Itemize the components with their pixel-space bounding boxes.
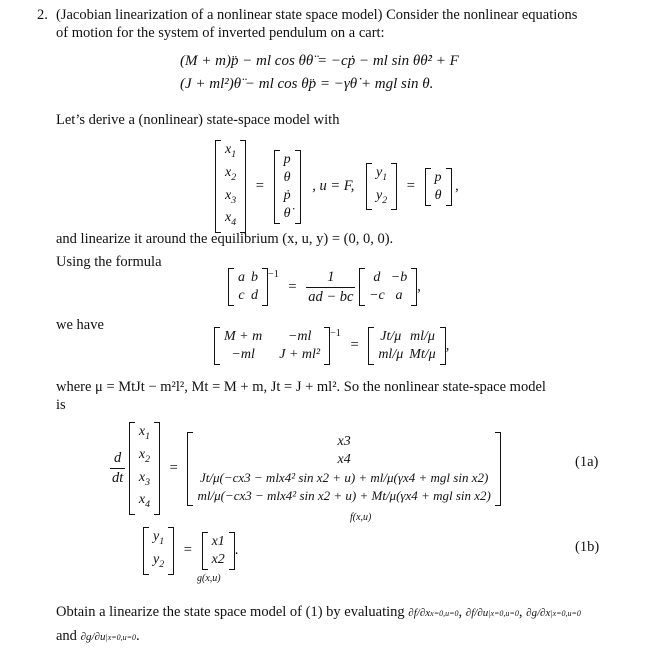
equation-of-motion-2: (J + ml²)θ̈ − ml cos θp̈ = −γθ̇ + mgl sin θ. xyxy=(180,76,434,92)
state-value: p xyxy=(283,151,291,167)
g-label: g(x,u) xyxy=(197,573,221,584)
matrix-entry: ml/μ xyxy=(410,329,435,344)
matrix-entry: Mt/μ xyxy=(409,347,436,362)
equation-number-1b: (1b) xyxy=(575,539,600,555)
output-vector xyxy=(366,163,397,211)
matrix-entry: M + m xyxy=(224,329,263,344)
partial-g-u: ∂g/∂u xyxy=(80,631,106,643)
problem-title: (Jacobian linearization of a nonlinear state space model) Consider the nonlinear equations xyxy=(56,7,578,23)
state-x2: $x_2$ xyxy=(225,164,237,183)
obtain-text: Obtain a linearize the state space model of (1) by evaluating ∂f/∂xx=0,u=0, ∂f/∂u|x=0,u=0, ∂g/∂x|x=0,u=0 xyxy=(56,604,581,620)
output-y2: $y_2$ xyxy=(375,187,388,206)
state-x3: $x_3$ xyxy=(225,187,237,206)
f-row: Jt/μ(−cx3 − mlx4² sin x2 + u) + ml/μ(γx4 + mgl sin x2) xyxy=(200,469,489,485)
formula-matrix xyxy=(228,268,268,306)
mass-matrix xyxy=(214,327,330,365)
state-value: θ̇ xyxy=(283,205,291,221)
state-vector xyxy=(215,140,246,233)
partial-f-x: ∂f/∂x xyxy=(408,607,431,619)
matrix-entry: a xyxy=(238,270,245,286)
we-have-text: we have xyxy=(56,317,104,333)
matrix-entry: −ml xyxy=(287,329,312,344)
and-text: and ∂g/∂u|x=0,u=0. xyxy=(56,628,140,644)
matrix-entry: d xyxy=(251,288,258,304)
matrix-entry: d xyxy=(373,270,381,286)
matrix-entry: c xyxy=(238,288,245,304)
problem-number: 2. xyxy=(37,7,48,23)
state-value: θ xyxy=(283,169,291,185)
g-row: x2 xyxy=(211,551,225,567)
matrix-entry: Jt/μ xyxy=(380,329,402,344)
matrix-entry: −ml xyxy=(231,347,255,362)
equation-of-motion-1: (M + m)p̈ − ml cos θθ̈ = −cṗ − ml sin θθ̇² + F xyxy=(180,53,459,69)
partial-g-x: ∂g/∂x xyxy=(526,607,551,619)
output-value: θ xyxy=(434,187,442,203)
inverse-result: M + m −ml −ml J + ml² $^{-1}$ = Jt/μ ml/μ ml/μ Mt/μ , xyxy=(214,327,449,365)
matrix-entry: a xyxy=(395,288,403,304)
matrix-entry: ml/μ xyxy=(378,347,404,362)
output-vector-lhs: $y_1$ $y_2$ xyxy=(143,527,174,575)
equation-number-1a: (1a) xyxy=(575,454,599,470)
f-vector xyxy=(187,432,500,506)
state-values-vector xyxy=(274,150,301,224)
formula-inverse-matrix xyxy=(359,268,417,306)
f-row: x4 xyxy=(337,451,351,467)
formula-fraction: $\frac{1}{ad - bc}$ xyxy=(308,269,354,305)
state-x1: $x_1$ xyxy=(225,142,237,160)
state-x4: $x_4$ xyxy=(225,210,237,229)
state-vector-lhs: $x_1$ $x_2$ $x_3$ $x_4$ xyxy=(129,422,160,515)
inverse-formula: a b c d $^{-1}$ = $\frac{1}{ad - bc}$ d −b −c a , xyxy=(228,268,421,307)
matrix-entry: −c xyxy=(369,288,385,304)
equals-sign: = xyxy=(255,177,264,194)
where-text: where μ = MtJt − m²l², Mt = M + m, Jt = J + ml². So the nonlinear state-space model xyxy=(56,379,546,395)
formula-text: Using the formula xyxy=(56,254,162,270)
inverse-mass-matrix xyxy=(368,327,445,365)
f-label: f(x,u) xyxy=(350,512,372,523)
g-row: x1 xyxy=(211,533,225,549)
g-vector xyxy=(202,532,235,570)
equals-sign: = xyxy=(406,178,415,195)
state-equation-1a: $\frac{d}{dt}$ $x_1$ $x_2$ $x_3$ $x_4$ = x3 x4 Jt/μ(−cx3 − mlx4² sin x2 + u) + ml/μ(γx4 + mgl sin x2) ml/μ(−cx3 − mlx4² sin x2 + u) + Mt/μ(γx4 + mgl sin x2) xyxy=(110,422,501,515)
f-row: ml/μ(−cx3 − mlx4² sin x2 + u) + Mt/μ(γx4 + mgl sin x2) xyxy=(197,487,491,503)
state-definition: $x_1$ $x_2$ $x_3$ $x_4$ = p θ ṗ θ̇ , u = F, $y_1$ $y_2$ = p θ , xyxy=(215,140,459,233)
output-y1: $y_1$ xyxy=(375,164,388,183)
partial-f-u: ∂f/∂u xyxy=(465,607,489,619)
output-value: p xyxy=(434,169,442,185)
output-values-vector xyxy=(425,168,452,206)
where-text-continued: is xyxy=(56,397,66,413)
state-value: ṗ xyxy=(283,187,291,203)
matrix-entry: −b xyxy=(390,270,408,286)
time-derivative: $\frac{d}{dt}$ xyxy=(112,450,124,487)
input-definition: , u = F, xyxy=(312,178,355,195)
f-row: x3 xyxy=(337,433,351,449)
matrix-entry: b xyxy=(251,270,258,286)
output-equation-1b: $y_1$ $y_2$ = x1 x2 . xyxy=(143,527,238,575)
problem-title-continued: of motion for the system of inverted pendulum on a cart: xyxy=(56,25,385,41)
matrix-entry: J + ml² xyxy=(279,347,321,362)
linearize-text: and linearize it around the equilibrium (x, u, y) = (0, 0, 0). xyxy=(56,231,394,247)
derive-text: Let’s derive a (nonlinear) state-space model with xyxy=(56,112,340,128)
